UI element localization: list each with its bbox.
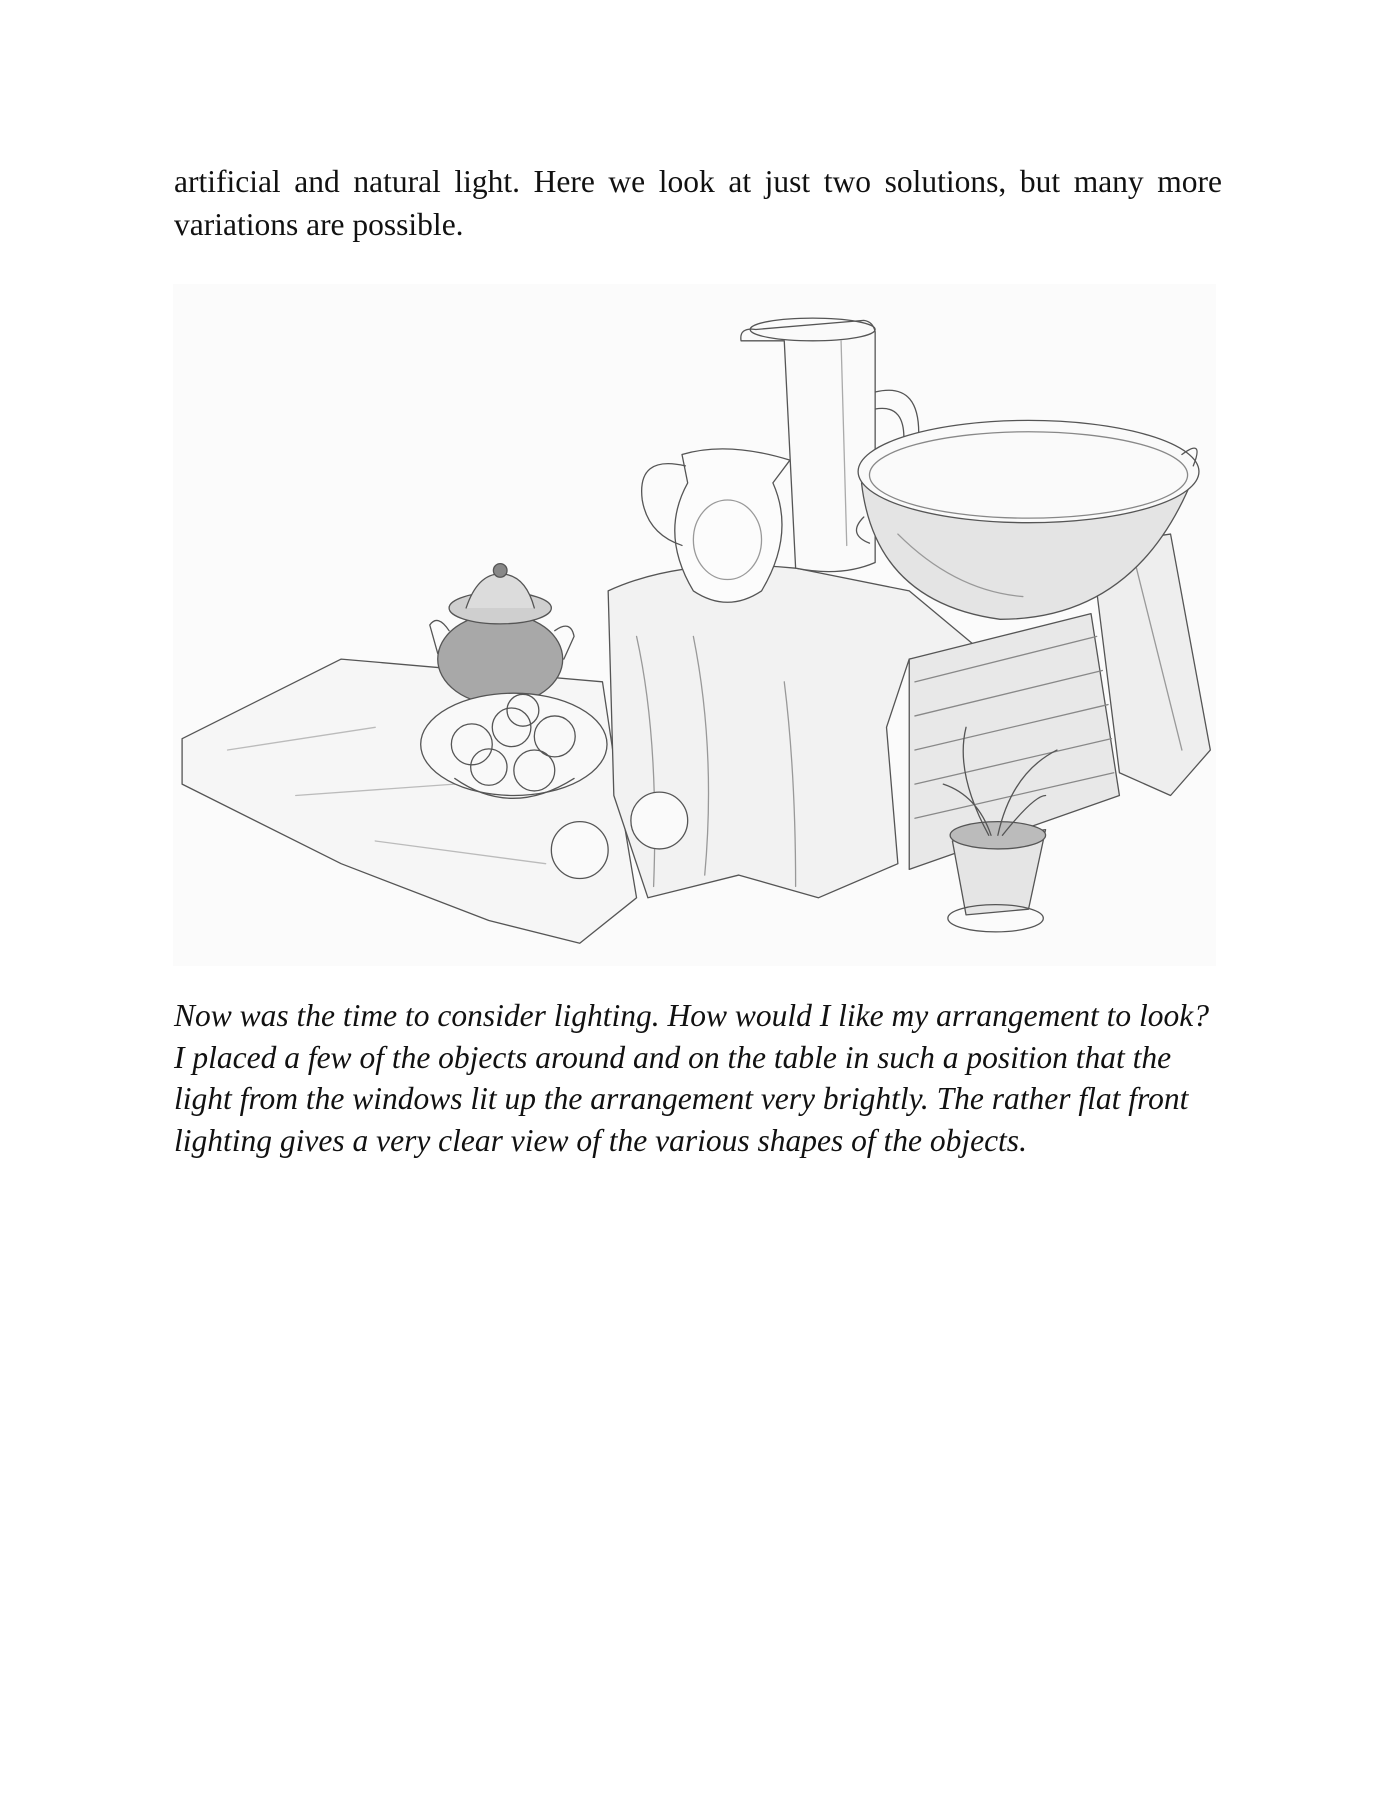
figure-caption: Now was the time to consider lighting. How would I like my arrangement to look? I placed a few of the objects around and on the table in such a position that the light from the windows lit up the arrangement very brightly. The rather flat front lighting gives a very clear view of the various shapes of the objects.: [174, 998, 1210, 1158]
intro-paragraph: artificial and natural light. Here we look at just two solutions, but many more variations are possible.: [174, 164, 1222, 242]
still-life-illustration: [173, 284, 1216, 966]
apple: [631, 792, 688, 849]
apple: [551, 822, 608, 879]
